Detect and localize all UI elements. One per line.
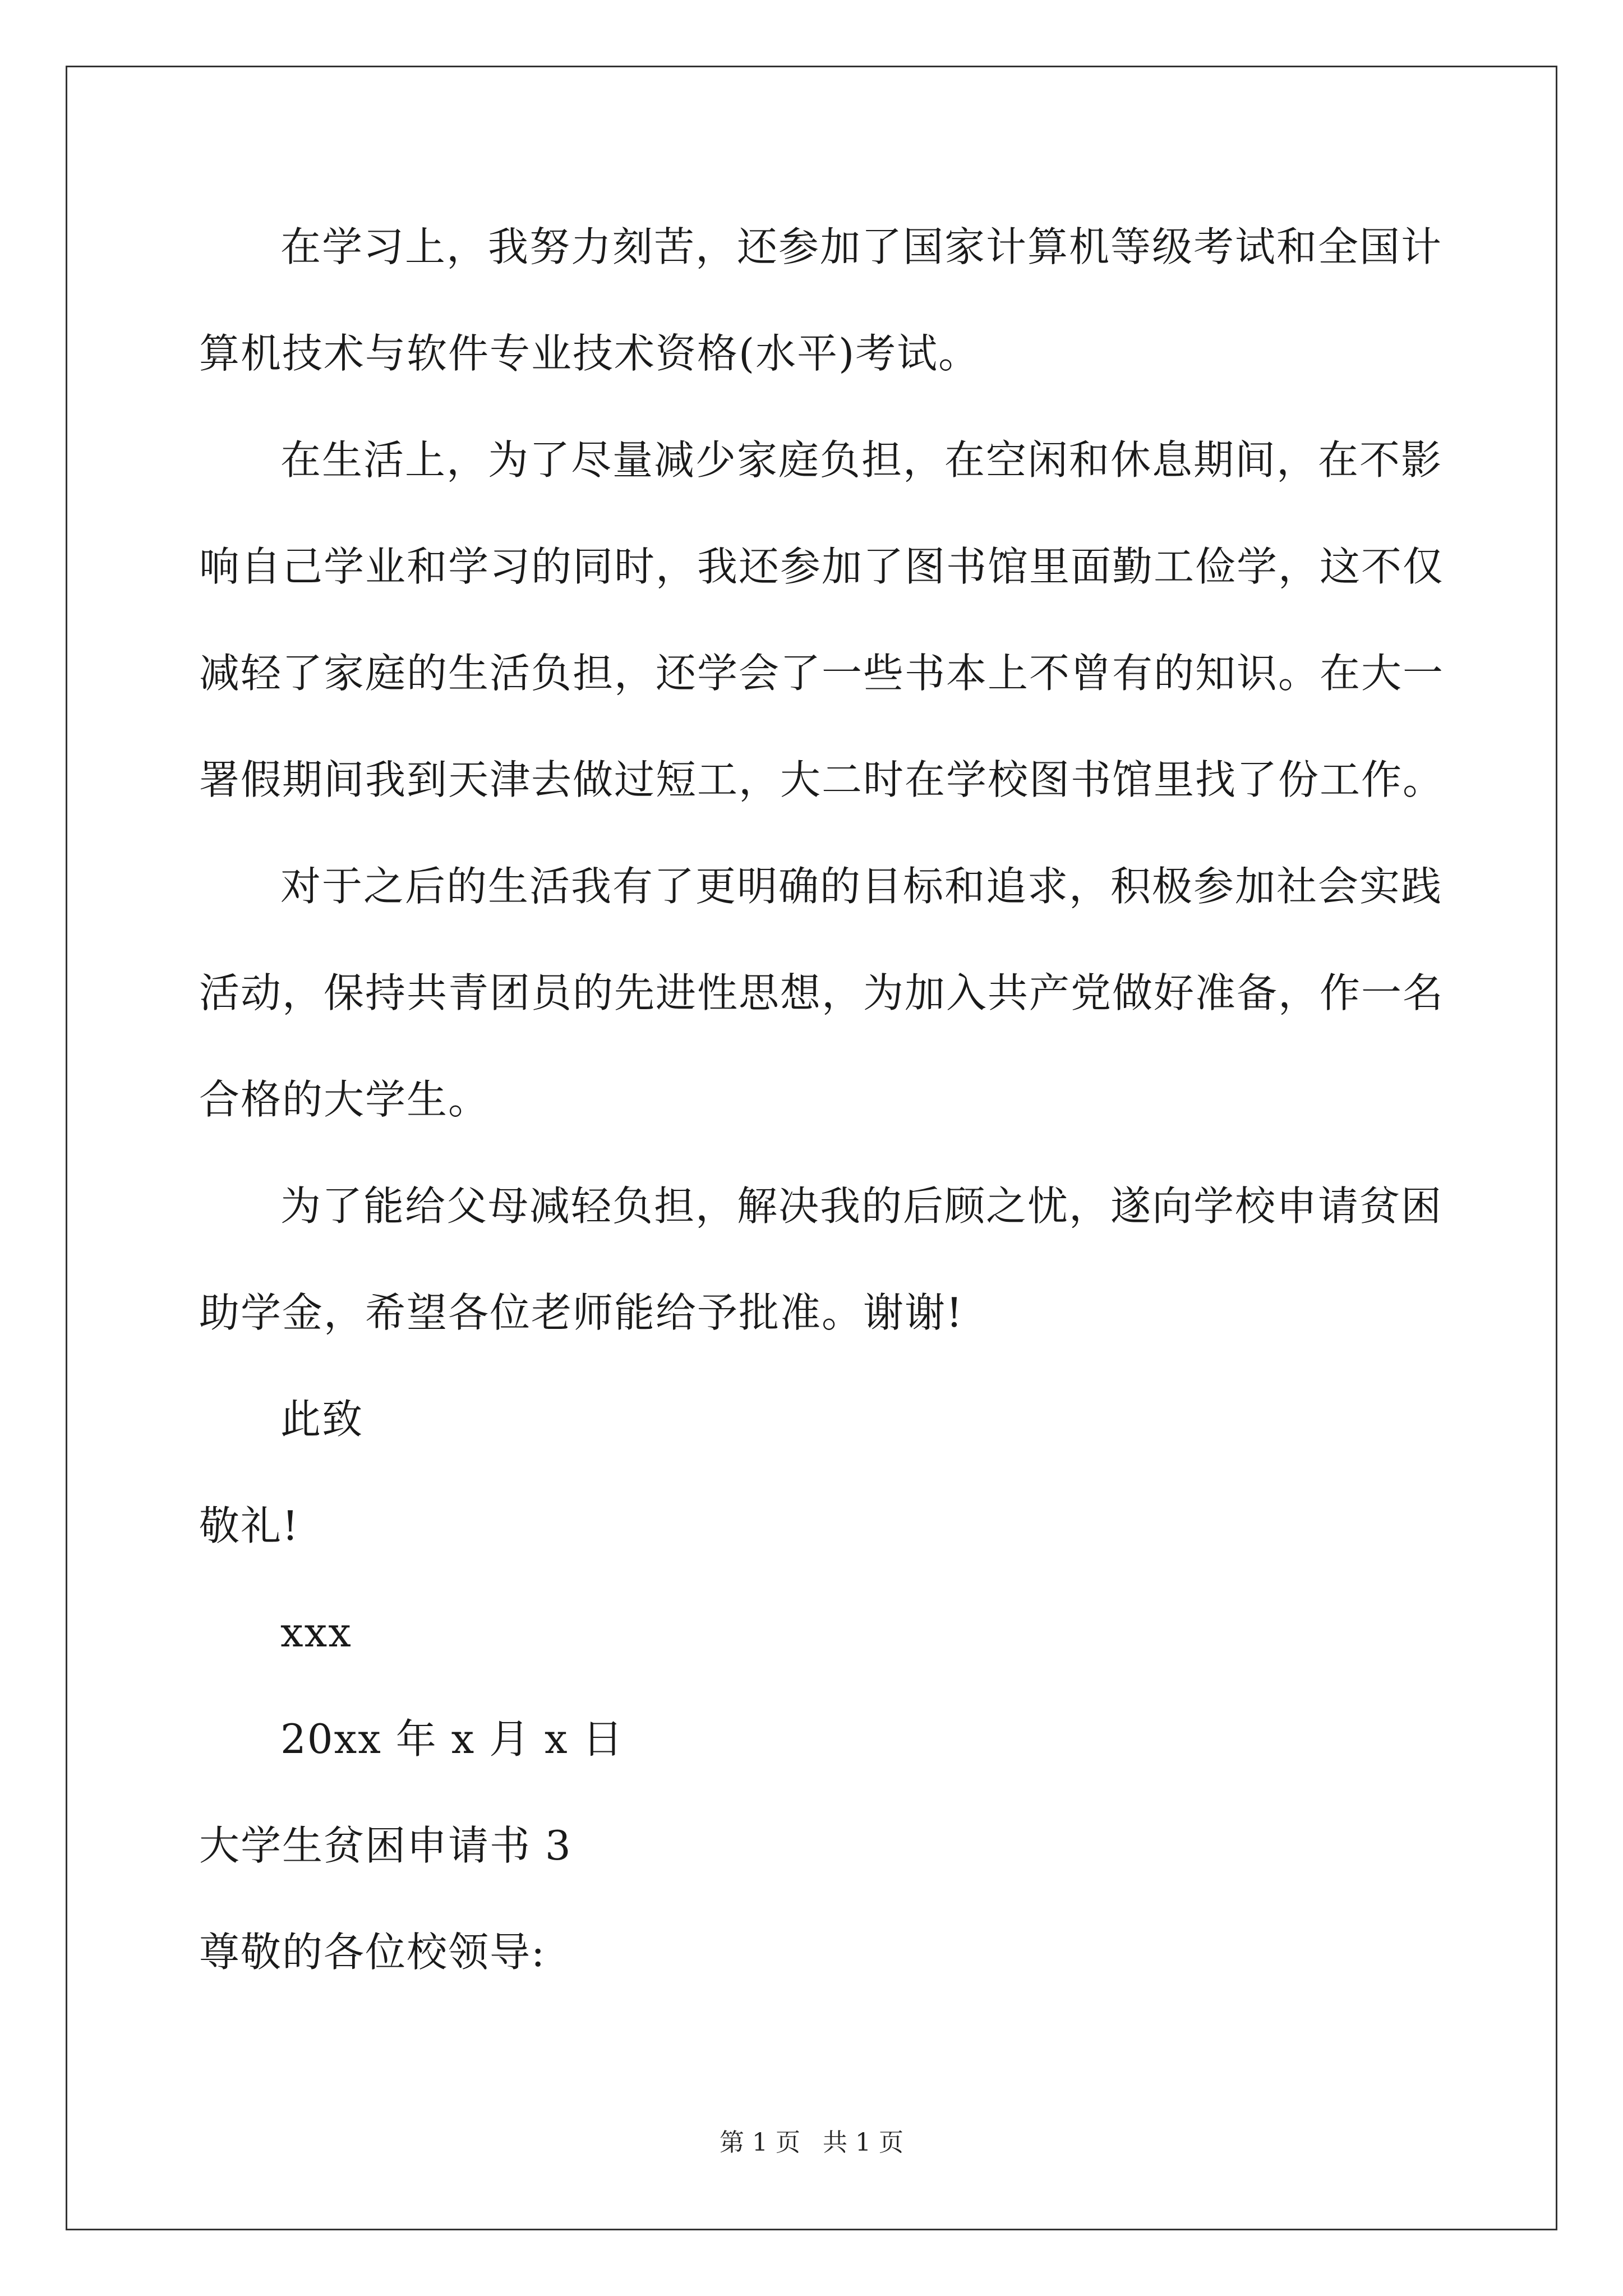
- signature-date: 20xx 年 x 月 x 日: [280, 1715, 624, 1763]
- signature-name: xxx: [280, 1609, 352, 1656]
- paragraph-line: 为了能给父母减轻负担，解决我的后顾之忧，遂向学校申请贫困: [280, 1182, 1443, 1230]
- paragraph-line: 对于之后的生活我有了更明确的目标和追求，积极参加社会实践: [280, 863, 1443, 910]
- page-footer: [0, 2126, 1623, 2160]
- document-body: [199, 213, 1445, 2025]
- paragraph-line: 活动，保持共青团员的先进性思想，为加入共产党做好准备，作一名: [199, 969, 1445, 1016]
- closing-salutation: 此致: [280, 1396, 364, 1443]
- page-number-total: 共 1 页: [823, 2128, 903, 2157]
- paragraph-line: 合格的大学生。: [199, 1076, 490, 1123]
- paragraph-line: 在学习上，我努力刻苦，还参加了国家计算机等级考试和全国计: [280, 223, 1443, 270]
- paragraph-line: 减轻了家庭的生活负担，还学会了一些书本上不曾有的知识。在大一: [199, 650, 1445, 697]
- paragraph-line: 响自己学业和学习的同时，我还参加了图书馆里面勤工俭学，这不仅: [199, 543, 1445, 590]
- closing-regards: 敬礼!: [199, 1502, 299, 1549]
- paragraph-line: 算机技术与软件专业技术资格(水平)考试。: [199, 330, 980, 377]
- page-number-current: 第 1 页: [720, 2128, 800, 2157]
- paragraph-line: 署假期间我到天津去做过短工，大二时在学校图书馆里找了份工作。: [199, 756, 1445, 803]
- paragraph-line: 助学金，希望各位老师能给予批准。谢谢!: [199, 1289, 963, 1336]
- greeting-line: 尊敬的各位校领导:: [199, 1929, 546, 1976]
- section-title: 大学生贫困申请书 3: [199, 1822, 572, 1869]
- paragraph-line: 在生活上，为了尽量减少家庭负担，在空闲和休息期间，在不影: [280, 436, 1443, 484]
